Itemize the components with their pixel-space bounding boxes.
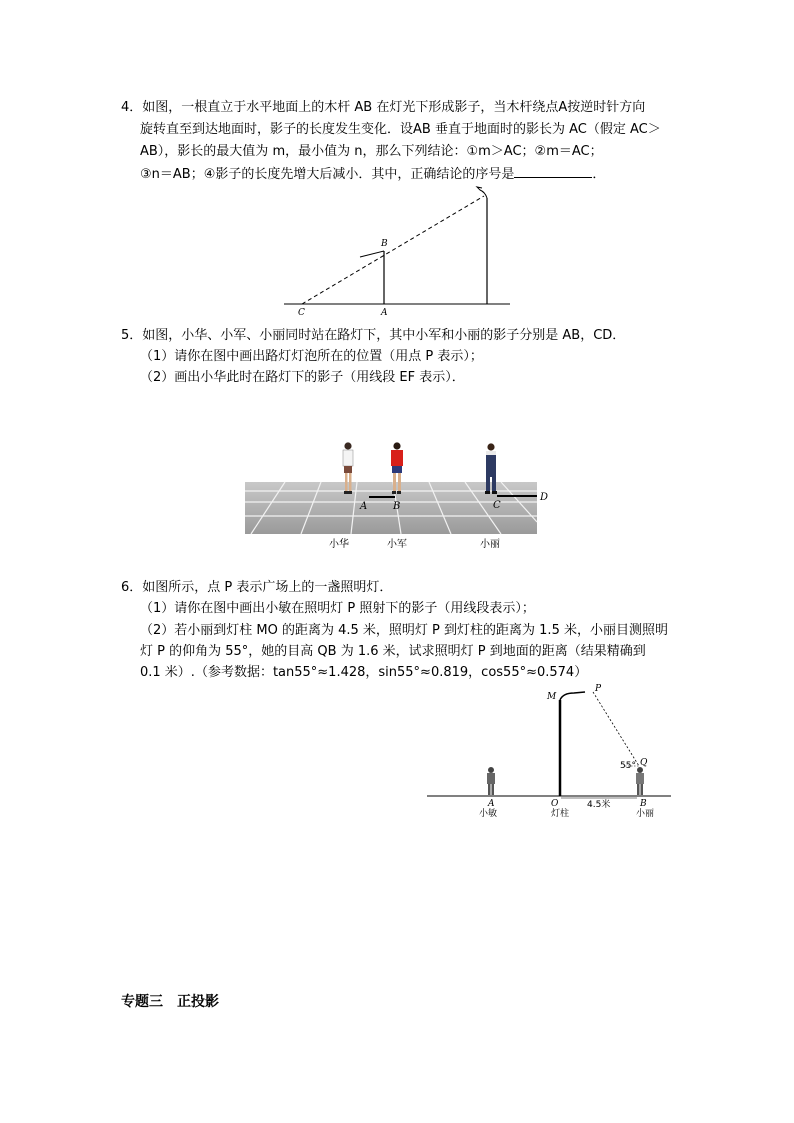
q4-line-4-text: ③n＝AB；④影子的长度先增大后减小．其中，正确结论的序号是 [140,167,515,182]
q6-line-5: 0.1 米）.（参考数据：tan55°≈1.428，sin55°≈0.819，cos55°≈0.574） [140,665,588,680]
q4-label-c: C [298,308,305,318]
q6-label-m: M [547,692,557,702]
q6-distance-label: 4.5米 [587,800,611,810]
xiaoli-q6-name: 小丽 [636,809,655,819]
q4-line-3: AB），影长的最大值为 m，最小值为 n，那么下列结论：①m＞AC；②m＝AC； [140,144,603,159]
q4-line-2: 旋转直至到达地面时，影子的长度发生变化．设AB 垂直于地面时的影长为 AC（假定 AC＞ [140,122,661,137]
q4-figure [284,184,514,316]
q4-lamp-head [477,187,487,198]
q4-line-4 [140,163,605,185]
q5-line-3: （2）画出小华此时在路灯下的影子（用线段 EF 表示）． [140,370,465,385]
xiaojun-name: 小军 [387,539,407,550]
q6-line-3: （2）若小丽到灯柱 MO 的距离为 4.5 米，照明灯 P 到灯柱的距离为 1.5 米，小丽目测照明 [140,623,668,638]
section-heading: 专题三 正投影 [121,994,219,1010]
q5-label-d: D [540,492,549,503]
q6-label-o: O [551,799,559,809]
q5-label-c: C [493,500,501,511]
q4-label-b: B [381,239,388,249]
q6-label-b: B [640,799,647,809]
answer-blank[interactable] [514,163,592,178]
q4-line-1: 4．如图，一根直立于水平地面上的木杆 AB 在灯光下形成影子，当木杆绕点A按逆时针方向 [121,100,646,115]
xiaomin-name: 小敏 [479,809,498,819]
q6-angle-label: 55° [620,761,636,771]
q5-line-2: （1）请你在图中画出路灯灯泡所在的位置（用点 P 表示）； [140,349,483,364]
q5-figure [245,436,550,556]
q6-line-1: 6．如图所示，点 P 表示广场上的一盏照明灯． [121,580,393,595]
q4-line-4-end: ． [592,167,606,182]
q6-line-4: 灯 P 的仰角为 55°，她的目高 QB 为 1.6 米，试求照明灯 P 到地面的距离（结果精确到 [140,644,646,659]
xiaohua-name: 小华 [329,539,349,550]
xiaoli-name: 小丽 [480,539,500,550]
q6-line-2: （1）请你在图中画出小敏在照明灯 P 照射下的影子（用线段表示）； [140,601,535,616]
q6-label-q: Q [640,758,648,768]
q6-sight-line [593,692,639,766]
q4-label-a: A [381,308,388,318]
q4-light-ray [302,196,484,304]
q5-label-b: B [393,501,401,512]
q5-line-1: 5．如图，小华、小军、小丽同时站在路灯下，其中小军和小丽的影子分别是 AB，CD． [121,328,626,343]
q6-label-p: P [595,684,602,694]
q6-label-a: A [488,799,495,809]
q6-lamp-arm [560,692,585,700]
q6-figure [427,682,677,822]
q5-label-a: A [360,501,368,512]
xiaomin-figure [487,767,495,795]
pole-name: 灯柱 [551,809,570,819]
xiaoli-q6-figure [636,767,644,795]
